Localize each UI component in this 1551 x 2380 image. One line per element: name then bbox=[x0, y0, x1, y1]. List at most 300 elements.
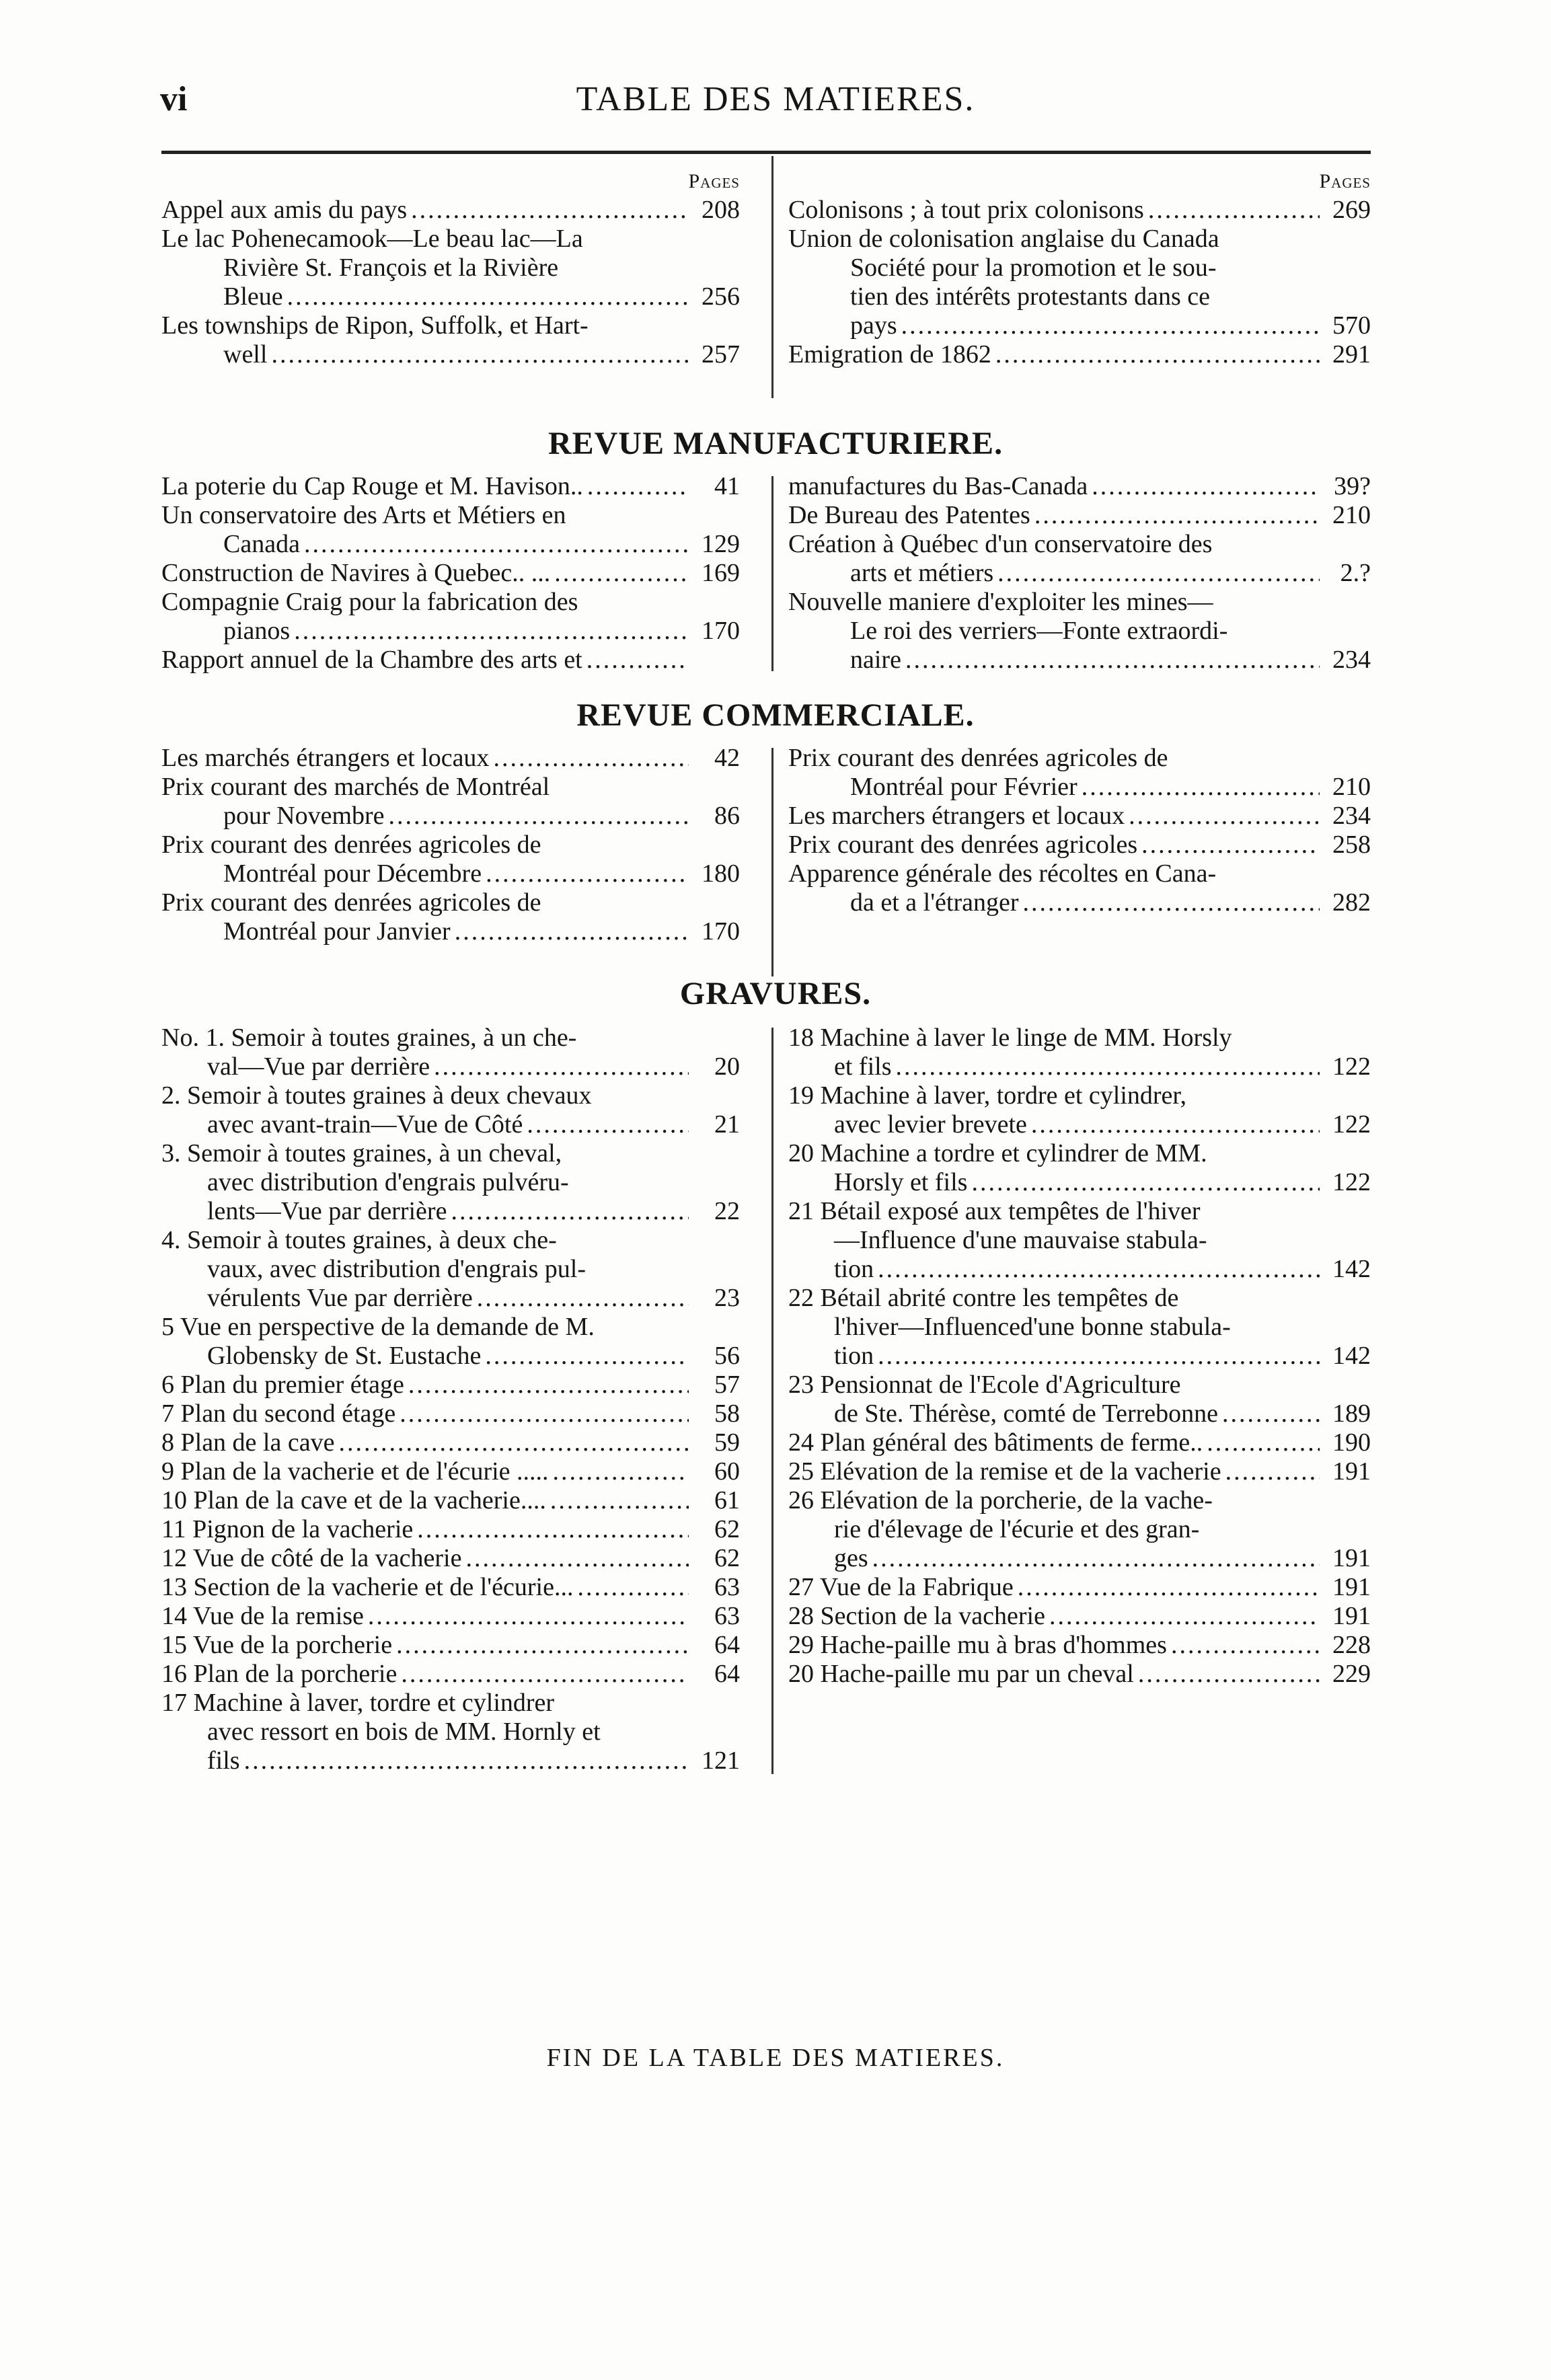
toc-entry-line bbox=[788, 472, 1371, 501]
toc-entry-line bbox=[788, 1428, 1371, 1457]
dot-leader bbox=[554, 559, 689, 588]
toc-entry-line bbox=[788, 254, 1371, 282]
toc-page-number: 257 bbox=[702, 340, 740, 369]
toc-entry-text: 25 Elévation de la remise et de la vacherie bbox=[788, 1457, 1221, 1486]
dot-leader bbox=[1129, 802, 1320, 831]
toc-entry-text: arts et métiers bbox=[850, 559, 994, 587]
dot-leader bbox=[1023, 888, 1320, 917]
toc-entry-line bbox=[788, 559, 1371, 588]
toc-page-number: 61 bbox=[714, 1486, 740, 1514]
toc-entry-text: ges bbox=[834, 1544, 868, 1572]
dot-leader bbox=[434, 1052, 689, 1081]
dot-leader bbox=[294, 617, 689, 646]
toc-entry-text: Montréal pour Février bbox=[850, 773, 1077, 801]
toc-left-column bbox=[161, 744, 740, 946]
toc-page-number: 122 bbox=[1332, 1110, 1371, 1139]
toc-entry-text: 9 Plan de la vacherie et de l'écurie ..... bbox=[161, 1457, 549, 1486]
toc-entry-line bbox=[161, 1602, 740, 1631]
dot-leader bbox=[287, 282, 689, 311]
header-rule bbox=[161, 151, 1371, 154]
dot-leader bbox=[271, 340, 689, 369]
toc-entry-text: 6 Plan du premier étage bbox=[161, 1371, 404, 1399]
toc-entry-text: 26 Elévation de la porcherie, de la vache- bbox=[788, 1486, 1213, 1514]
toc-entry-text: Un conservatoire des Arts et Métiers en bbox=[161, 501, 566, 529]
toc-entry-text: vérulents Vue par derrière bbox=[207, 1284, 473, 1312]
toc-entry-line bbox=[161, 225, 740, 254]
toc-entry-text: 23 Pensionnat de l'Ecole d'Agriculture bbox=[788, 1371, 1181, 1399]
toc-entry-text: 13 Section de la vacherie et de l'écurie... bbox=[161, 1573, 574, 1601]
toc-entry-line bbox=[788, 1197, 1371, 1226]
toc-entry-line bbox=[788, 1110, 1371, 1139]
dot-leader bbox=[389, 802, 689, 831]
dot-leader bbox=[1092, 472, 1320, 501]
dot-leader bbox=[465, 1544, 689, 1573]
toc-entry-line bbox=[788, 311, 1371, 340]
toc-page-number: 191 bbox=[1332, 1457, 1371, 1486]
toc-page-number: 191 bbox=[1332, 1573, 1371, 1601]
dot-leader bbox=[455, 917, 689, 946]
dot-leader bbox=[587, 646, 689, 675]
toc-page-number: 229 bbox=[1332, 1660, 1371, 1688]
toc-entry-text: avec ressort en bois de MM. Hornly et bbox=[207, 1718, 601, 1746]
toc-entry-text: No. 1. Semoir à toutes graines, à un che- bbox=[161, 1024, 577, 1052]
toc-entry-text: val—Vue par derrière bbox=[207, 1052, 430, 1081]
toc-entry-line bbox=[788, 196, 1371, 225]
section-title-gravures: GRAVURES. bbox=[679, 976, 872, 1011]
dot-leader bbox=[338, 1428, 689, 1457]
toc-entry-line bbox=[161, 917, 740, 946]
toc-entry-text: pour Novembre bbox=[223, 802, 385, 830]
toc-page-number: 142 bbox=[1332, 1342, 1371, 1370]
section-title-revue-manufacturiere: REVUE MANUFACTURIERE. bbox=[547, 426, 1004, 461]
toc-entry-text: De Bureau des Patentes bbox=[788, 501, 1030, 529]
dot-leader bbox=[878, 1255, 1320, 1284]
toc-entry-line bbox=[161, 1052, 740, 1081]
toc-entry-text: Globensky de St. Eustache bbox=[207, 1342, 482, 1370]
toc-page-number: 170 bbox=[702, 617, 740, 645]
dot-leader bbox=[411, 196, 689, 225]
toc-entry-line bbox=[788, 1342, 1371, 1371]
toc-entry-line bbox=[161, 1428, 740, 1457]
toc-entry-line bbox=[788, 1660, 1371, 1689]
toc-entry-line bbox=[788, 1371, 1371, 1399]
toc-page-number: 129 bbox=[702, 530, 740, 558]
toc-entry-line bbox=[788, 588, 1371, 617]
toc-entry-text: Prix courant des denrées agricoles de bbox=[161, 831, 541, 859]
toc-entry-line bbox=[161, 1631, 740, 1660]
toc-page-number: 58 bbox=[714, 1399, 740, 1428]
dot-leader bbox=[1225, 1457, 1320, 1486]
dot-leader bbox=[400, 1399, 689, 1428]
page-number: vi bbox=[160, 80, 188, 118]
dot-leader bbox=[1031, 1110, 1320, 1139]
dot-leader bbox=[486, 859, 689, 888]
toc-page-number: 208 bbox=[702, 196, 740, 224]
toc-entry-line bbox=[161, 831, 740, 859]
toc-entry-line bbox=[161, 1024, 740, 1052]
toc-entry-line bbox=[161, 501, 740, 530]
toc-entry-line bbox=[161, 1081, 740, 1110]
toc-entry-line bbox=[788, 1486, 1371, 1515]
dot-leader bbox=[1207, 1428, 1320, 1457]
toc-page-number: 57 bbox=[714, 1371, 740, 1399]
toc-entry-line bbox=[788, 1457, 1371, 1486]
toc-entry-text: 15 Vue de la porcherie bbox=[161, 1631, 393, 1659]
dot-leader bbox=[577, 1573, 689, 1602]
toc-entry-line bbox=[788, 888, 1371, 917]
toc-page-number: 169 bbox=[702, 559, 740, 587]
toc-entry-text: fils bbox=[207, 1746, 240, 1775]
toc-entry-line bbox=[788, 501, 1371, 530]
toc-entry-line bbox=[161, 1399, 740, 1428]
toc-entry-line bbox=[161, 472, 740, 501]
column-divider bbox=[771, 1028, 773, 1774]
toc-entry-line bbox=[788, 1255, 1371, 1284]
dot-leader bbox=[872, 1544, 1320, 1573]
toc-right-column bbox=[788, 744, 1371, 917]
toc-entry-text: 3. Semoir à toutes graines, à un cheval, bbox=[161, 1139, 562, 1167]
toc-entry-line bbox=[788, 1284, 1371, 1313]
dot-leader bbox=[417, 1515, 689, 1544]
toc-entry-text: Compagnie Craig pour la fabrication des bbox=[161, 588, 578, 616]
toc-page-number: 142 bbox=[1332, 1255, 1371, 1283]
toc-page-number: 41 bbox=[714, 472, 740, 500]
toc-entry-line bbox=[161, 1544, 740, 1573]
toc-page-number: 62 bbox=[714, 1515, 740, 1543]
pages-label: Pages bbox=[688, 170, 740, 192]
toc-page-number: 64 bbox=[714, 1660, 740, 1688]
toc-entry-line bbox=[788, 1602, 1371, 1631]
toc-entry-line bbox=[161, 1226, 740, 1255]
toc-entry-text: 19 Machine à laver, tordre et cylindrer, bbox=[788, 1081, 1187, 1110]
toc-entry-line bbox=[161, 1342, 740, 1371]
toc-entry-line bbox=[161, 1486, 740, 1515]
toc-entry-text: avec avant-train—Vue de Côté bbox=[207, 1110, 523, 1139]
toc-entry-line bbox=[788, 1226, 1371, 1255]
toc-entry-text: Montréal pour Décembre bbox=[223, 859, 482, 888]
toc-entry-text: Rivière St. François et la Rivière bbox=[223, 254, 559, 282]
toc-entry-text: Prix courant des denrées agricoles de bbox=[788, 744, 1168, 772]
toc-entry-text: 20 Machine a tordre et cylindrer de MM. bbox=[788, 1139, 1207, 1167]
dot-leader bbox=[1222, 1399, 1320, 1428]
toc-entry-text: Union de colonisation anglaise du Canada bbox=[788, 225, 1219, 253]
toc-entry-text: Construction de Navires à Quebec.. ... bbox=[161, 559, 551, 587]
toc-page-number: 180 bbox=[702, 859, 740, 888]
toc-page-number: 256 bbox=[702, 282, 740, 311]
toc-entry-text: well bbox=[223, 340, 268, 369]
pages-label: Pages bbox=[1319, 170, 1371, 192]
toc-right-column bbox=[788, 472, 1371, 675]
toc-entry-text: 16 Plan de la porcherie bbox=[161, 1660, 398, 1688]
dot-leader bbox=[878, 1342, 1320, 1371]
dot-leader bbox=[493, 744, 689, 773]
toc-entry-text: 24 Plan général des bâtiments de ferme.. bbox=[788, 1428, 1203, 1457]
toc-page-number: 170 bbox=[702, 917, 740, 946]
toc-entry-line bbox=[161, 1371, 740, 1399]
toc-entry-text: manufactures du Bas-Canada bbox=[788, 472, 1088, 500]
toc-entry-text: Prix courant des marchés de Montréal bbox=[161, 773, 550, 801]
toc-entry-line bbox=[161, 617, 740, 646]
toc-entry-line bbox=[161, 1255, 740, 1284]
toc-entry-text: pays bbox=[850, 311, 897, 340]
toc-entry-line bbox=[161, 340, 740, 369]
toc-page-number: 190 bbox=[1332, 1428, 1371, 1457]
toc-entry-line bbox=[161, 530, 740, 559]
toc-page-number: 23 bbox=[714, 1284, 740, 1312]
toc-entry-line bbox=[788, 773, 1371, 802]
toc-entry-text: tion bbox=[834, 1342, 874, 1370]
dot-leader bbox=[485, 1342, 689, 1371]
toc-page-number: 234 bbox=[1332, 802, 1371, 830]
toc-entry-line bbox=[161, 859, 740, 888]
column-divider bbox=[771, 476, 773, 671]
toc-page-number: 2.? bbox=[1340, 559, 1371, 587]
toc-page-number: 39? bbox=[1334, 472, 1371, 500]
toc-entry-text: 11 Pignon de la vacherie bbox=[161, 1515, 414, 1543]
toc-page-number: 122 bbox=[1332, 1168, 1371, 1196]
dot-leader bbox=[997, 559, 1320, 588]
toc-entry-text: La poterie du Cap Rouge et M. Havison.. bbox=[161, 472, 583, 500]
dot-leader bbox=[587, 472, 689, 501]
toc-entry-line bbox=[161, 1515, 740, 1544]
toc-entry-line bbox=[788, 859, 1371, 888]
toc-entry-text: 10 Plan de la cave et de la vacherie.... bbox=[161, 1486, 546, 1514]
toc-entry-line bbox=[788, 1139, 1371, 1168]
toc-entry-text: l'hiver—Influenced'une bonne stabula- bbox=[834, 1313, 1231, 1341]
toc-entry-line bbox=[788, 1544, 1371, 1573]
toc-entry-line bbox=[788, 530, 1371, 559]
dot-leader bbox=[995, 340, 1320, 369]
end-of-table-note: FIN DE LA TABLE DES MATIERES. bbox=[546, 2044, 1005, 2072]
toc-entry-text: pianos bbox=[223, 617, 291, 645]
toc-entry-line bbox=[161, 802, 740, 831]
dot-leader bbox=[550, 1486, 689, 1515]
toc-left-column bbox=[161, 472, 740, 675]
toc-entry-text: —Influence d'une mauvaise stabula- bbox=[834, 1226, 1207, 1254]
dot-leader bbox=[304, 530, 689, 559]
toc-entry-text: 20 Hache-paille mu par un cheval bbox=[788, 1660, 1134, 1688]
section-title-revue-commerciale: REVUE COMMERCIALE. bbox=[576, 697, 975, 733]
toc-entry-line bbox=[788, 617, 1371, 646]
dot-leader bbox=[971, 1168, 1320, 1197]
toc-entry-text: 7 Plan du second étage bbox=[161, 1399, 396, 1428]
toc-entry-text: 17 Machine à laver, tordre et cylindrer bbox=[161, 1689, 555, 1717]
toc-entry-line bbox=[161, 559, 740, 588]
toc-entry-text: da et a l'étranger bbox=[850, 888, 1019, 917]
toc-entry-text: Horsly et fils bbox=[834, 1168, 968, 1196]
toc-entry-text: rie d'élevage de l'écurie et des gran- bbox=[834, 1515, 1200, 1543]
toc-entry-text: Les marchés étrangers et locaux bbox=[161, 744, 490, 772]
toc-page-number: 291 bbox=[1332, 340, 1371, 369]
toc-entry-line bbox=[788, 1168, 1371, 1197]
toc-entry-text: naire bbox=[850, 646, 901, 674]
toc-entry-text: Création à Québec d'un conservatoire des bbox=[788, 530, 1213, 558]
dot-leader bbox=[368, 1602, 689, 1631]
dot-leader bbox=[1148, 196, 1320, 225]
toc-entry-text: 4. Semoir à toutes graines, à deux che- bbox=[161, 1226, 557, 1254]
dot-leader bbox=[477, 1284, 689, 1313]
toc-entry-line bbox=[788, 225, 1371, 254]
toc-entry-text: 12 Vue de côté de la vacherie bbox=[161, 1544, 462, 1572]
toc-page-number: 21 bbox=[714, 1110, 740, 1139]
toc-page-number: 191 bbox=[1332, 1602, 1371, 1630]
toc-entry-line bbox=[161, 773, 740, 802]
toc-entry-line bbox=[788, 282, 1371, 311]
toc-entry-line bbox=[788, 802, 1371, 831]
toc-entry-text: Prix courant des denrées agricoles bbox=[788, 831, 1138, 859]
toc-entry-line bbox=[161, 254, 740, 282]
column-divider bbox=[771, 748, 773, 976]
dot-leader bbox=[895, 1052, 1320, 1081]
toc-page-number: 570 bbox=[1332, 311, 1371, 340]
toc-page-number: 62 bbox=[714, 1544, 740, 1572]
dot-leader bbox=[901, 311, 1320, 340]
toc-entry-line bbox=[161, 1746, 740, 1775]
toc-entry-text: 22 Bétail abrité contre les tempêtes de bbox=[788, 1284, 1179, 1312]
toc-entry-line bbox=[161, 1313, 740, 1342]
toc-entry-text: 28 Section de la vacherie bbox=[788, 1602, 1045, 1630]
toc-page-number: 64 bbox=[714, 1631, 740, 1659]
toc-entry-text: Les townships de Ripon, Suffolk, et Hart- bbox=[161, 311, 589, 340]
toc-entry-text: avec distribution d'engrais pulvéru- bbox=[207, 1168, 569, 1196]
dot-leader bbox=[553, 1457, 689, 1486]
toc-page-number: 191 bbox=[1332, 1544, 1371, 1572]
toc-entry-text: tien des intérêts protestants dans ce bbox=[850, 282, 1211, 311]
toc-right-column bbox=[788, 1024, 1371, 1689]
toc-entry-text: 14 Vue de la remise bbox=[161, 1602, 364, 1630]
toc-entry-text: Nouvelle maniere d'exploiter les mines— bbox=[788, 588, 1213, 616]
dot-leader bbox=[396, 1631, 689, 1660]
toc-entry-text: Emigration de 1862 bbox=[788, 340, 991, 369]
toc-page-number: 189 bbox=[1332, 1399, 1371, 1428]
toc-entry-line bbox=[788, 340, 1371, 369]
toc-entry-line bbox=[161, 1660, 740, 1689]
toc-entry-text: 21 Bétail exposé aux tempêtes de l'hiver bbox=[788, 1197, 1201, 1225]
toc-entry-line bbox=[161, 311, 740, 340]
dot-leader bbox=[451, 1197, 689, 1226]
toc-entry-text: Prix courant des denrées agricoles de bbox=[161, 888, 541, 917]
toc-page-number: 234 bbox=[1332, 646, 1371, 674]
toc-page-number: 59 bbox=[714, 1428, 740, 1457]
toc-page-number: 63 bbox=[714, 1573, 740, 1601]
column-divider bbox=[771, 156, 773, 398]
toc-entry-text: Rapport annuel de la Chambre des arts et bbox=[161, 646, 582, 674]
toc-entry-line bbox=[161, 646, 740, 675]
running-head: TABLE DES MATIERES. bbox=[576, 80, 975, 118]
toc-entry-text: et fils bbox=[834, 1052, 892, 1081]
toc-entry-line bbox=[788, 1515, 1371, 1544]
toc-entry-line bbox=[788, 1631, 1371, 1660]
toc-page-number: 63 bbox=[714, 1602, 740, 1630]
toc-entry-text: 18 Machine à laver le linge de MM. Horsly bbox=[788, 1024, 1232, 1052]
toc-entry-text: Le lac Pohenecamook—Le beau lac—La bbox=[161, 225, 583, 253]
dot-leader bbox=[1171, 1631, 1320, 1660]
toc-entry-text: Les marchers étrangers et locaux bbox=[788, 802, 1125, 830]
toc-entry-line bbox=[161, 588, 740, 617]
toc-left-column bbox=[161, 1024, 740, 1775]
toc-entry-text: Appel aux amis du pays bbox=[161, 196, 408, 224]
toc-entry-line bbox=[161, 282, 740, 311]
toc-page-number: 121 bbox=[702, 1746, 740, 1775]
toc-entry-text: Colonisons ; à tout prix colonisons bbox=[788, 196, 1144, 224]
toc-entry-text: lents—Vue par derrière bbox=[207, 1197, 447, 1225]
toc-page-number: 60 bbox=[714, 1457, 740, 1486]
dot-leader bbox=[244, 1746, 689, 1775]
toc-page-number: 228 bbox=[1332, 1631, 1371, 1659]
toc-entry-line bbox=[161, 1457, 740, 1486]
toc-entry-text: Le roi des verriers—Fonte extraordi- bbox=[850, 617, 1228, 645]
toc-entry-line bbox=[161, 888, 740, 917]
toc-entry-text: Bleue bbox=[223, 282, 283, 311]
toc-entry-text: vaux, avec distribution d'engrais pul- bbox=[207, 1255, 586, 1283]
toc-page-number: 22 bbox=[714, 1197, 740, 1225]
toc-entry-text: 27 Vue de la Fabrique bbox=[788, 1573, 1014, 1601]
toc-entry-text: avec levier brevete bbox=[834, 1110, 1027, 1139]
dot-leader bbox=[1082, 773, 1320, 802]
dot-leader bbox=[1049, 1602, 1320, 1631]
toc-entry-line bbox=[161, 1689, 740, 1718]
toc-entry-line bbox=[788, 1052, 1371, 1081]
toc-entry-line bbox=[788, 1313, 1371, 1342]
toc-page-number: 122 bbox=[1332, 1052, 1371, 1081]
toc-entry-text: Montréal pour Janvier bbox=[223, 917, 451, 946]
toc-entry-line bbox=[788, 1399, 1371, 1428]
toc-entry-text: Apparence générale des récoltes en Cana- bbox=[788, 859, 1217, 888]
toc-entry-line bbox=[788, 646, 1371, 675]
toc-entry-line bbox=[161, 1284, 740, 1313]
toc-entry-line bbox=[788, 1081, 1371, 1110]
toc-entry-line bbox=[161, 744, 740, 773]
toc-page-number: 210 bbox=[1332, 773, 1371, 801]
dot-leader bbox=[905, 646, 1320, 675]
toc-entry-line bbox=[161, 1573, 740, 1602]
toc-page-number: 282 bbox=[1332, 888, 1371, 917]
toc-page-number: 56 bbox=[714, 1342, 740, 1370]
toc-page-number: 42 bbox=[714, 744, 740, 772]
toc-entry-line bbox=[161, 1110, 740, 1139]
dot-leader bbox=[408, 1371, 689, 1399]
toc-entry-line bbox=[161, 1168, 740, 1197]
dot-leader bbox=[527, 1110, 689, 1139]
dot-leader bbox=[1034, 501, 1320, 530]
toc-entry-text: 8 Plan de la cave bbox=[161, 1428, 335, 1457]
toc-entry-line bbox=[788, 744, 1371, 773]
dot-leader bbox=[1018, 1573, 1320, 1602]
toc-page-number: 86 bbox=[714, 802, 740, 830]
toc-entry-line bbox=[788, 831, 1371, 859]
toc-entry-text: 5 Vue en perspective de la demande de M. bbox=[161, 1313, 595, 1341]
toc-entry-line bbox=[788, 1573, 1371, 1602]
toc-entry-text: 2. Semoir à toutes graines à deux chevaux bbox=[161, 1081, 592, 1110]
toc-entry-text: tion bbox=[834, 1255, 874, 1283]
toc-entry-line bbox=[161, 1139, 740, 1168]
toc-entry-line bbox=[161, 1197, 740, 1226]
toc-entry-text: de Ste. Thérèse, comté de Terrebonne bbox=[834, 1399, 1218, 1428]
toc-page-number: 210 bbox=[1332, 501, 1371, 529]
toc-entry-text: 29 Hache-paille mu à bras d'hommes bbox=[788, 1631, 1167, 1659]
dot-leader bbox=[401, 1660, 689, 1689]
toc-left-column bbox=[161, 167, 740, 369]
toc-entry-text: Société pour la promotion et le sou- bbox=[850, 254, 1217, 282]
toc-page-number: 258 bbox=[1332, 831, 1371, 859]
toc-page-number: 20 bbox=[714, 1052, 740, 1081]
toc-right-column bbox=[788, 167, 1371, 369]
toc-entry-line bbox=[161, 196, 740, 225]
toc-page-number: 269 bbox=[1332, 196, 1371, 224]
toc-entry-line bbox=[161, 1718, 740, 1746]
dot-leader bbox=[1138, 1660, 1320, 1689]
dot-leader bbox=[1141, 831, 1320, 859]
